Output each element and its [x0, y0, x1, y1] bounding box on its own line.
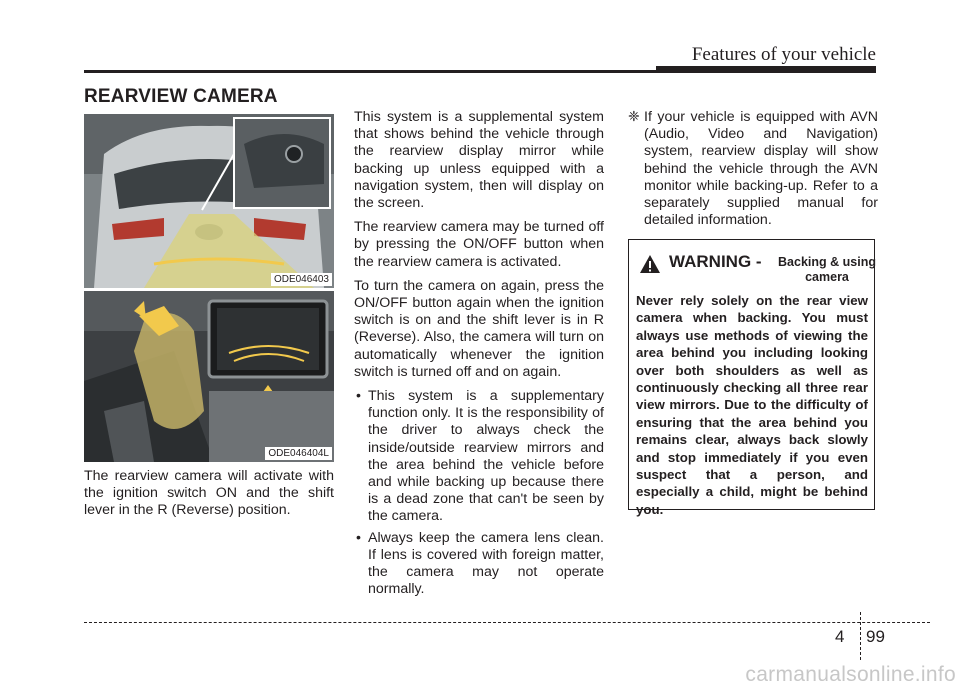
note-text: If your vehicle is equipped with AVN (Audio, Video and Navigation) system, rearview display will show behind the vehicle through the AVN monitor while backing-up. Refer to a separately supplied manual for detailed information. [644, 109, 878, 229]
footer-divider [860, 612, 861, 660]
right-column [628, 109, 878, 229]
figure-shift-lever-display [84, 291, 334, 462]
activation-paragraph: The rearview camera will activate with the ignition switch ON and the shift lever in the R (Reverse) position. [84, 468, 334, 519]
shift-lever-illustration [84, 291, 334, 462]
bullet-text: Always keep the camera lens clean. If lens is covered with foreign matter, the camera may not operate normally. [368, 529, 604, 598]
rear-vehicle-illustration [84, 114, 334, 288]
middle-column [354, 109, 604, 602]
figure-code: ODE046404L [265, 447, 332, 460]
bullet-item [354, 530, 604, 599]
warning-subtitle: Backing & using camera [778, 255, 876, 284]
warning-triangle-icon [639, 254, 661, 274]
warning-text: Never rely solely on the rear view camera when backing. You must always use methods of viewing the area behind you including looking over both shoulders as well as continuously checking all three rear view mirrors. Due to the difficulty of ensuring that the area behind you remains clear, always back slowly and stop immediately if you even suspect that a person, and especially a child, might be behind you. [636, 293, 868, 517]
bullet-text: This system is a supplementary function only. It is the responsibility of the driver to always check the inside/outside rearview mirrors and the area behind the vehicle before and while backing up because there is a dead zone that can't be seen by the camera. [368, 388, 604, 525]
note-mark-icon: ❈ [628, 109, 640, 125]
section-title: REARVIEW CAMERA [84, 86, 278, 107]
paragraph: This system is a supplemental system that shows behind the vehicle through the rearview display mirror while backing up unless equipped with a navigation system, then will display on the screen. [354, 109, 604, 212]
left-column [84, 468, 334, 520]
bullet-icon: • [356, 529, 361, 546]
chapter-number: 4 [835, 627, 845, 646]
page-number: 99 [866, 627, 885, 646]
footer-rule [84, 622, 930, 623]
warning-label: WARNING - [669, 252, 762, 271]
figure-code: ODE046403 [271, 273, 332, 286]
watermark: carmanualsonline.info [745, 663, 956, 686]
bullet-icon: • [356, 388, 361, 405]
note [628, 109, 878, 229]
paragraph: To turn the camera on again, press the ON/OFF button again when the ignition switch is on and the shift lever is in R (Reverse). Also, the camera will turn on automatically whenever the ignition switch is turned off and on again. [354, 277, 604, 380]
header-rule-accent [656, 66, 876, 73]
warning-box [628, 239, 876, 517]
bullet-item [354, 388, 604, 526]
paragraph: The rearview camera may be turned off by pressing the ON/OFF button when the rearview camera is activated. [354, 219, 604, 270]
running-header: Features of your vehicle [691, 44, 876, 65]
figure-rear-camera-location [84, 114, 334, 288]
